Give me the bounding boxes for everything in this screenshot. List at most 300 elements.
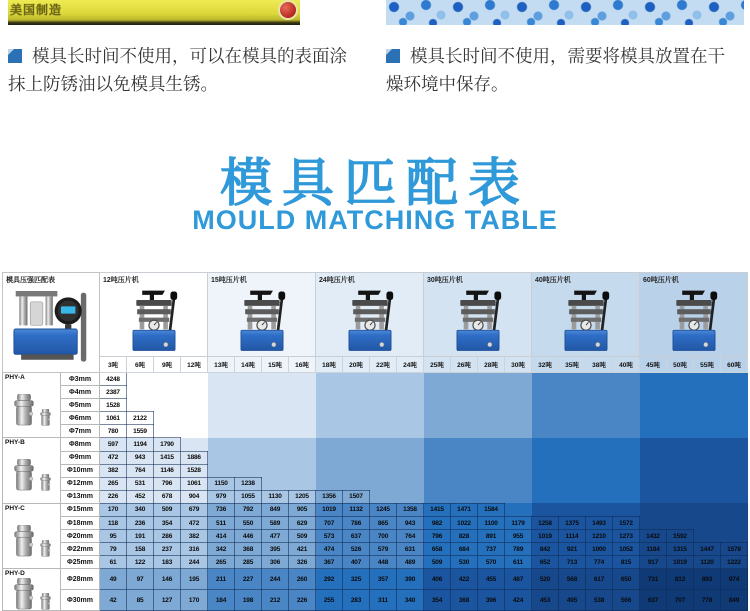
- empty-cell: [370, 451, 397, 464]
- empty-cell: [640, 438, 667, 451]
- empty-cell: [613, 490, 640, 503]
- table-row: [3, 517, 748, 530]
- empty-cell: [262, 438, 289, 451]
- empty-cell: [478, 477, 505, 490]
- table-row: [3, 425, 748, 438]
- top-photo-yellow-machine: [8, 0, 300, 25]
- die-diameter-label: Φ9mm: [61, 451, 100, 464]
- empty-cell: [613, 425, 640, 438]
- pressure-cell: 589: [262, 517, 289, 530]
- empty-cell: [505, 464, 532, 477]
- pressure-cell: 342: [208, 543, 235, 556]
- empty-cell: [640, 412, 667, 425]
- pressure-cell: 472: [181, 517, 208, 530]
- empty-cell: [694, 386, 721, 399]
- pressure-cell: 982: [424, 517, 451, 530]
- empty-cell: [370, 386, 397, 399]
- table-corner-cell: [3, 273, 100, 373]
- machine-label: 30吨压片机: [427, 277, 463, 284]
- empty-cell: [694, 425, 721, 438]
- pressure-cell: 774: [586, 556, 613, 569]
- empty-cell: [478, 412, 505, 425]
- pressure-cell: 1120: [694, 556, 721, 569]
- press-with-digital-gauge-image: [12, 291, 90, 367]
- pressure-cell: 679: [181, 503, 208, 516]
- empty-cell: [397, 464, 424, 477]
- empty-cell: [640, 373, 667, 386]
- empty-cell: [667, 386, 694, 399]
- pressure-cell: 1258: [532, 517, 559, 530]
- die-group-code: PHY-C: [5, 504, 25, 512]
- pressure-cell: 170: [100, 503, 127, 516]
- empty-cell: [586, 399, 613, 412]
- empty-cell: [532, 399, 559, 412]
- pressure-cell: 1146: [154, 464, 181, 477]
- pressure-cell: 1415: [154, 451, 181, 464]
- machine-label: 12吨压片机: [103, 277, 139, 284]
- empty-cell: [694, 530, 721, 543]
- empty-cell: [208, 425, 235, 438]
- die-photos: [3, 516, 60, 557]
- die-photos: [3, 450, 60, 491]
- empty-cell: [316, 373, 343, 386]
- table-row: [3, 451, 748, 464]
- machine-header-cell: [424, 273, 532, 357]
- pressure-cell: 414: [208, 530, 235, 543]
- pressure-cell: 658: [424, 543, 451, 556]
- empty-cell: [424, 438, 451, 451]
- die-diameter-label: Φ8mm: [61, 438, 100, 451]
- pressure-cell: 1273: [613, 530, 640, 543]
- press-machine-image: [451, 289, 505, 353]
- empty-cell: [235, 438, 262, 451]
- empty-cell: [154, 373, 181, 386]
- empty-cell: [208, 451, 235, 464]
- table-row: [3, 386, 748, 399]
- empty-cell: [343, 477, 370, 490]
- pressure-cell: 1019: [667, 556, 694, 569]
- empty-cell: [694, 490, 721, 503]
- die-diameter-label: Φ4mm: [61, 386, 100, 399]
- die-photo: [12, 578, 36, 610]
- die-diameter-label: Φ22mm: [61, 543, 100, 556]
- pressure-cell: 2122: [127, 412, 154, 425]
- pressure-cell: 1790: [154, 438, 181, 451]
- pressure-cell: 1179: [505, 517, 532, 530]
- empty-cell: [316, 425, 343, 438]
- empty-cell: [451, 412, 478, 425]
- empty-cell: [505, 451, 532, 464]
- die-group-cell: [3, 569, 61, 611]
- empty-cell: [424, 451, 451, 464]
- empty-cell: [694, 517, 721, 530]
- empty-cell: [613, 386, 640, 399]
- empty-cell: [424, 373, 451, 386]
- table-row: [3, 590, 748, 611]
- pressure-cell: 97: [127, 569, 154, 590]
- pressure-cell: 780: [100, 425, 127, 438]
- pressure-cell: 191: [127, 530, 154, 543]
- empty-cell: [532, 438, 559, 451]
- pressure-cell: 921: [559, 543, 586, 556]
- empty-cell: [559, 425, 586, 438]
- empty-cell: [370, 477, 397, 490]
- empty-cell: [181, 399, 208, 412]
- die-photo: [39, 474, 52, 491]
- pressure-cell: 979: [208, 490, 235, 503]
- pressure-cell: 550: [235, 517, 262, 530]
- empty-cell: [721, 373, 748, 386]
- pressure-cell: 1886: [181, 451, 208, 464]
- pressure-cell: 1471: [451, 503, 478, 516]
- pressure-cell: 737: [478, 543, 505, 556]
- empty-cell: [397, 438, 424, 451]
- ton-label: 28吨: [478, 357, 505, 373]
- die-diameter-label: Φ18mm: [61, 517, 100, 530]
- pressure-cell: 212: [262, 590, 289, 611]
- empty-cell: [505, 438, 532, 451]
- empty-cell: [235, 464, 262, 477]
- empty-cell: [694, 438, 721, 451]
- care-note-left-text: 模具长时间不使用，可以在模具的表面涂抹上防锈油以免模具生锈。: [8, 46, 347, 95]
- empty-cell: [424, 490, 451, 503]
- empty-cell: [559, 399, 586, 412]
- empty-cell: [505, 503, 532, 516]
- pressure-cell: 306: [262, 556, 289, 569]
- pressure-cell: 538: [586, 590, 613, 611]
- empty-cell: [640, 490, 667, 503]
- die-diameter-label: Φ3mm: [61, 373, 100, 386]
- die-group-code: PHY-A: [5, 374, 25, 381]
- pressure-cell: 227: [235, 569, 262, 590]
- pressure-cell: 195: [181, 569, 208, 590]
- machine-header-row: [3, 273, 748, 357]
- pressure-cell: 326: [289, 556, 316, 569]
- ton-label: 13吨: [208, 357, 235, 373]
- pressure-cell: 396: [478, 590, 505, 611]
- made-in-usa-caption: 美国制造: [10, 3, 63, 17]
- empty-cell: [370, 464, 397, 477]
- machine-label: 40吨压片机: [535, 277, 571, 284]
- empty-cell: [370, 490, 397, 503]
- empty-cell: [478, 438, 505, 451]
- empty-cell: [721, 399, 748, 412]
- ton-label: 24吨: [397, 357, 424, 373]
- pressure-cell: 707: [667, 590, 694, 611]
- empty-cell: [559, 438, 586, 451]
- empty-cell: [316, 477, 343, 490]
- empty-cell: [532, 386, 559, 399]
- blue-square-bullet-icon: [8, 49, 22, 63]
- empty-cell: [694, 399, 721, 412]
- empty-cell: [613, 464, 640, 477]
- empty-cell: [289, 464, 316, 477]
- pressure-cell: 244: [262, 569, 289, 590]
- pressure-cell: 1210: [586, 530, 613, 543]
- die-diameter-label: Φ25mm: [61, 556, 100, 569]
- ton-label: 14吨: [235, 357, 262, 373]
- ton-label: 32吨: [532, 357, 559, 373]
- die-diameter-label: Φ7mm: [61, 425, 100, 438]
- pressure-cell: 85: [127, 590, 154, 611]
- pressure-cell: 1055: [235, 490, 262, 503]
- pressure-cell: 1238: [235, 477, 262, 490]
- empty-cell: [370, 412, 397, 425]
- pressure-cell: 652: [532, 556, 559, 569]
- empty-cell: [424, 464, 451, 477]
- die-diameter-label: Φ6mm: [61, 412, 100, 425]
- pressure-cell: 520: [532, 569, 559, 590]
- pressure-cell: 849: [262, 503, 289, 516]
- die-diameter-label: Φ10mm: [61, 464, 100, 477]
- empty-cell: [667, 373, 694, 386]
- empty-cell: [235, 399, 262, 412]
- empty-cell: [343, 425, 370, 438]
- ton-label: 60吨: [721, 357, 748, 373]
- empty-cell: [505, 412, 532, 425]
- pressure-cell: 526: [343, 543, 370, 556]
- empty-cell: [667, 438, 694, 451]
- pressure-cell: 736: [208, 503, 235, 516]
- ton-label: 35吨: [559, 357, 586, 373]
- empty-cell: [208, 399, 235, 412]
- empty-cell: [532, 451, 559, 464]
- empty-cell: [478, 373, 505, 386]
- empty-cell: [424, 386, 451, 399]
- pressure-cell: 509: [289, 530, 316, 543]
- table-row: [3, 530, 748, 543]
- empty-cell: [667, 425, 694, 438]
- empty-cell: [667, 490, 694, 503]
- empty-cell: [505, 386, 532, 399]
- empty-cell: [613, 399, 640, 412]
- pressure-cell: 568: [559, 569, 586, 590]
- pressure-cell: 236: [127, 517, 154, 530]
- page-subtitle: MOULD MATCHING TABLE: [192, 205, 558, 235]
- machine-header-cell: [640, 273, 748, 357]
- pressure-cell: 283: [343, 590, 370, 611]
- pressure-cell: 226: [289, 590, 316, 611]
- die-photo: [12, 525, 36, 557]
- table-row: [3, 569, 748, 590]
- pressure-cell: 917: [640, 556, 667, 569]
- pressure-cell: 382: [181, 530, 208, 543]
- pressure-cell: 617: [586, 569, 613, 590]
- empty-cell: [181, 373, 208, 386]
- pressure-cell: 446: [235, 530, 262, 543]
- empty-cell: [343, 451, 370, 464]
- table-row: [3, 543, 748, 556]
- pressure-cell: 453: [532, 590, 559, 611]
- pressure-cell: 422: [451, 569, 478, 590]
- empty-cell: [640, 399, 667, 412]
- pressure-cell: 678: [154, 490, 181, 503]
- empty-cell: [505, 477, 532, 490]
- pressure-cell: 764: [397, 530, 424, 543]
- pressure-cell: 265: [208, 556, 235, 569]
- top-photo-silica-gel-beads: [386, 0, 744, 25]
- table-row: [3, 503, 748, 516]
- pressure-cell: 1019: [316, 503, 343, 516]
- empty-cell: [667, 412, 694, 425]
- ton-label: 40吨: [613, 357, 640, 373]
- empty-cell: [559, 503, 586, 516]
- empty-cell: [559, 373, 586, 386]
- pressure-cell: 368: [235, 543, 262, 556]
- pressure-cell: 700: [370, 530, 397, 543]
- table-row: [3, 373, 748, 386]
- pressure-cell: 79: [100, 543, 127, 556]
- pressure-cell: 849: [721, 590, 748, 611]
- pressure-cell: 489: [397, 556, 424, 569]
- pressure-cell: 684: [451, 543, 478, 556]
- pressure-cell: 650: [613, 569, 640, 590]
- table-row: [3, 399, 748, 412]
- empty-cell: [154, 399, 181, 412]
- ton-label: 18吨: [316, 357, 343, 373]
- empty-cell: [424, 477, 451, 490]
- pressure-cell: 367: [316, 556, 343, 569]
- pressure-cell: 637: [640, 590, 667, 611]
- empty-cell: [397, 490, 424, 503]
- empty-cell: [667, 464, 694, 477]
- ton-label: 16吨: [289, 357, 316, 373]
- pressure-cell: 158: [127, 543, 154, 556]
- pressure-cell: 325: [343, 569, 370, 590]
- empty-cell: [640, 386, 667, 399]
- pressure-cell: 495: [559, 590, 586, 611]
- empty-cell: [640, 477, 667, 490]
- pressure-cell: 566: [613, 590, 640, 611]
- pressure-cell: 1222: [721, 556, 748, 569]
- pressure-cell: 183: [154, 556, 181, 569]
- pressure-cell: 611: [505, 556, 532, 569]
- ton-label: 15吨: [262, 357, 289, 373]
- empty-cell: [370, 438, 397, 451]
- empty-cell: [667, 477, 694, 490]
- pressure-cell: 184: [208, 590, 235, 611]
- machine-label: 15吨压片机: [211, 277, 247, 284]
- pressure-cell: 265: [100, 477, 127, 490]
- empty-cell: [208, 386, 235, 399]
- empty-cell: [127, 386, 154, 399]
- pressure-cell: 311: [370, 590, 397, 611]
- empty-cell: [532, 477, 559, 490]
- empty-cell: [586, 477, 613, 490]
- empty-cell: [721, 386, 748, 399]
- pressure-cell: 1061: [100, 412, 127, 425]
- pressure-cell: 2387: [100, 386, 127, 399]
- pressure-cell: 1061: [181, 477, 208, 490]
- pressure-cell: 49: [100, 569, 127, 590]
- press-machine-image: [127, 289, 181, 353]
- empty-cell: [478, 451, 505, 464]
- pressure-cell: 842: [532, 543, 559, 556]
- empty-cell: [478, 386, 505, 399]
- pressure-cell: 42: [100, 590, 127, 611]
- empty-cell: [559, 490, 586, 503]
- empty-cell: [424, 399, 451, 412]
- pressure-cell: 531: [127, 477, 154, 490]
- empty-cell: [127, 399, 154, 412]
- empty-cell: [289, 425, 316, 438]
- empty-cell: [613, 373, 640, 386]
- empty-cell: [451, 373, 478, 386]
- pressure-cell: 340: [127, 503, 154, 516]
- empty-cell: [370, 373, 397, 386]
- pressure-cell: 1375: [559, 517, 586, 530]
- empty-cell: [262, 477, 289, 490]
- empty-cell: [181, 438, 208, 451]
- empty-cell: [127, 373, 154, 386]
- pressure-cell: 286: [154, 530, 181, 543]
- pressure-cell: 474: [316, 543, 343, 556]
- pressure-cell: 796: [424, 530, 451, 543]
- die-group-code: PHY-D: [5, 570, 25, 578]
- die-diameter-label: Φ5mm: [61, 399, 100, 412]
- pressure-cell: 893: [694, 569, 721, 590]
- empty-cell: [559, 386, 586, 399]
- die-group-cell: [3, 373, 61, 438]
- die-group-cell: [3, 503, 61, 568]
- pressure-cell: 713: [559, 556, 586, 569]
- empty-cell: [262, 386, 289, 399]
- pressure-cell: 597: [100, 438, 127, 451]
- pressure-cell: 778: [694, 590, 721, 611]
- empty-cell: [586, 412, 613, 425]
- empty-cell: [505, 373, 532, 386]
- empty-cell: [289, 386, 316, 399]
- pressure-cell: 1114: [559, 530, 586, 543]
- pressure-cell: 472: [100, 451, 127, 464]
- empty-cell: [235, 451, 262, 464]
- empty-cell: [289, 451, 316, 464]
- empty-cell: [532, 464, 559, 477]
- pressure-cell: 974: [721, 569, 748, 590]
- empty-cell: [559, 451, 586, 464]
- pressure-cell: 477: [262, 530, 289, 543]
- empty-cell: [721, 503, 748, 516]
- empty-cell: [289, 438, 316, 451]
- empty-cell: [721, 425, 748, 438]
- empty-cell: [316, 451, 343, 464]
- die-diameter-label: Φ28mm: [61, 569, 100, 590]
- machine-label: 60吨压片机: [643, 277, 679, 284]
- pressure-cell: 631: [397, 543, 424, 556]
- pressure-cell: 285: [235, 556, 262, 569]
- empty-cell: [532, 412, 559, 425]
- empty-cell: [451, 425, 478, 438]
- ton-label: 45吨: [640, 357, 667, 373]
- pressure-cell: 1572: [613, 517, 640, 530]
- empty-cell: [613, 438, 640, 451]
- empty-cell: [640, 451, 667, 464]
- pressure-cell: 579: [370, 543, 397, 556]
- pressure-cell: 1356: [316, 490, 343, 503]
- pressure-cell: 509: [424, 556, 451, 569]
- empty-cell: [451, 477, 478, 490]
- pressure-cell: 357: [370, 569, 397, 590]
- empty-cell: [343, 386, 370, 399]
- pressure-cell: 316: [181, 543, 208, 556]
- pressure-cell: 170: [181, 590, 208, 611]
- ton-label: 12吨: [181, 357, 208, 373]
- pressure-cell: 570: [478, 556, 505, 569]
- empty-cell: [532, 503, 559, 516]
- empty-cell: [721, 438, 748, 451]
- pressure-cell: 237: [154, 543, 181, 556]
- pressure-cell: 255: [316, 590, 343, 611]
